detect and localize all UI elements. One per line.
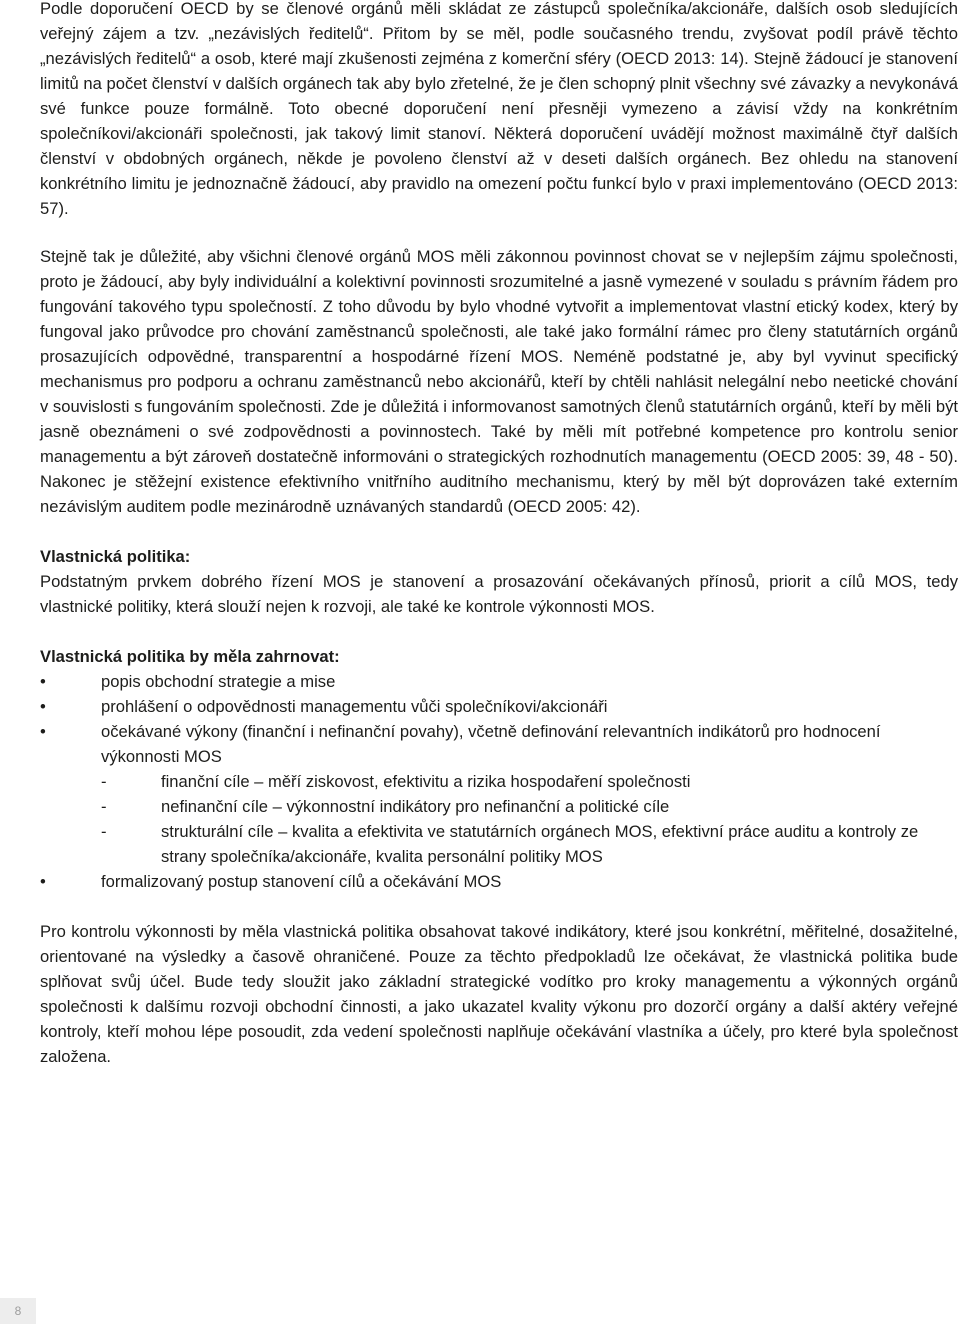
sub-list-item	[101, 769, 958, 794]
sub-list	[101, 769, 958, 869]
sub-list-item-text: finanční cíle – měří ziskovost, efektivitu a rizika hospodaření společnosti	[161, 772, 691, 791]
body-paragraph: Podle doporučení OECD by se členové orgánů měli skládat ze zástupců společníka/akcionáře, dalších osob sledujících veřejný zájem a tzv. „nezávislých ředitelů“. Přitom by se měl, podle současného trendu, zvyšovat podíl právě těchto „nezávislých ředitelů“ a osob, které mají zkušenosti zejména z komerční sféry (OECD 2013: 14). Stejně žádoucí je stanovení limitů na počet členství v dalších orgánech tak aby bylo zřetelné, že je člen schopný plnit všechny své závazky a nevykonává své funkce pouze formálně. Toto obecné doporučení není přesněji vymezeno a závisí vždy na konkrétním společníkovi/akcionáři společnosti, jak takový limit stanoví. Některá doporučení uvádějí možnost maximálně čtyř dalších členství v obdobných orgánech, někde je povoleno členství až v deseti dalších orgánech. Bez ohledu na stanovení konkrétního limitu je jednoznačně žádoucí, aby pravidlo na omezení počtu funkcí bylo v praxi implementováno (OECD 2013: 57).	[40, 0, 958, 218]
sub-list-item-text: nefinanční cíle – výkonnostní indikátory pro nefinanční a politické cíle	[161, 797, 670, 816]
list-item-text: prohlášení o odpovědnosti managementu vůči společníkovi/akcionáři	[101, 697, 608, 716]
bullet-marker: •	[40, 722, 46, 741]
section-heading: Vlastnická politika:	[40, 547, 191, 566]
bullet-marker: •	[40, 697, 46, 716]
list-item	[40, 694, 958, 719]
sub-list-item	[101, 794, 958, 819]
list-item	[40, 719, 958, 869]
list-item-text: očekávané výkony (finanční i nefinanční povahy), včetně definování relevantních indikátorů pro hodnocení výkonnosti MOS	[101, 722, 881, 766]
section-heading: Vlastnická politika by měla zahrnovat:	[40, 647, 340, 666]
dash-marker: -	[101, 822, 107, 841]
bullet-marker: •	[40, 872, 46, 891]
list-item	[40, 869, 958, 894]
page-content	[40, 0, 958, 1069]
body-paragraph: Stejně tak je důležité, aby všichni členové orgánů MOS měli zákonnou povinnost chovat se v nejlepším zájmu společnosti, proto je žádoucí, aby byly individuální a kolektivní povinnosti srozumitelné a jasně vymezené v souladu s právním řádem pro fungování takového typu společností. Z toho důvodu by bylo vhodné vytvořit a implementovat vlastní etický kodex, který by fungoval jako průvodce pro chování zaměstnanců společnosti, ale také jako formální rámec pro členy statutárních orgánů prosazujících odpovědné, transparentní a hospodárné řízení MOS. Neméně podstatné je, aby byl vyvinut specifický mechanismus pro podporu a ochranu zaměstnanců nebo akcionářů, kteří by chtěli nahlásit nelegální nebo neetické chování v souvislosti s fungováním společnosti. Zde je důležitá i informovanost samotných členů statutárních orgánů, kteří by měli být jasně obeznámeni o své zodpovědnosti a povinnostech. Také by měli mít potřebné kompetence pro kontrolu senior managementu a být zároveň dostatečně informováni o strategických rozhodnutích managementu (OECD 2005: 39, 48 - 50). Nakonec je stěžejní existence efektivního vnitřního auditního mechanismu, který by měl být doprovázen také externím nezávislým auditem podle mezinárodně uznávaných standardů (OECD 2005: 42).	[40, 247, 958, 516]
bullet-marker: •	[40, 672, 46, 691]
bullet-list	[40, 669, 958, 894]
list-item-text: formalizovaný postup stanovení cílů a očekávání MOS	[101, 872, 502, 891]
list-item	[40, 669, 958, 694]
dash-marker: -	[101, 797, 107, 816]
sub-list-item-text: strukturální cíle – kvalita a efektivita ve statutárních orgánech MOS, efektivní práce auditu a kontroly ze strany společníka/akcionáře, kvalita personální politiky MOS	[161, 822, 919, 866]
closing-paragraph: Pro kontrolu výkonnosti by měla vlastnická politika obsahovat takové indikátory, které jsou konkrétní, měřitelné, dosažitelné, orientované na výsledky a časově ohraničené. Pouze za těchto předpokladů lze očekávat, že vlastnická politika bude splňovat svůj účel. Bude tedy sloužit jako základní strategické vodítko pro kroky managementu a výkonných orgánů společnosti k dalšímu rozvoji obchodní činnosti, a jako ukazatel kvality výkonu pro dozorčí orgány a další aktéry veřejné kontroly, kteří mohou lépe posoudit, zda vedení společnosti naplňuje očekávání vlastníka a účely, pro které byla společnost založena.	[40, 922, 958, 1066]
section-paragraph: Podstatným prvkem dobrého řízení MOS je stanovení a prosazování očekávaných přínosů, priorit a cílů MOS, tedy vlastnické politiky, která slouží nejen k rozvoji, ale také ke kontrole výkonnosti MOS.	[40, 572, 958, 616]
dash-marker: -	[101, 772, 107, 791]
list-item-text: popis obchodní strategie a mise	[101, 672, 336, 691]
page-number: 8	[0, 1298, 36, 1324]
sub-list-item	[101, 819, 958, 869]
